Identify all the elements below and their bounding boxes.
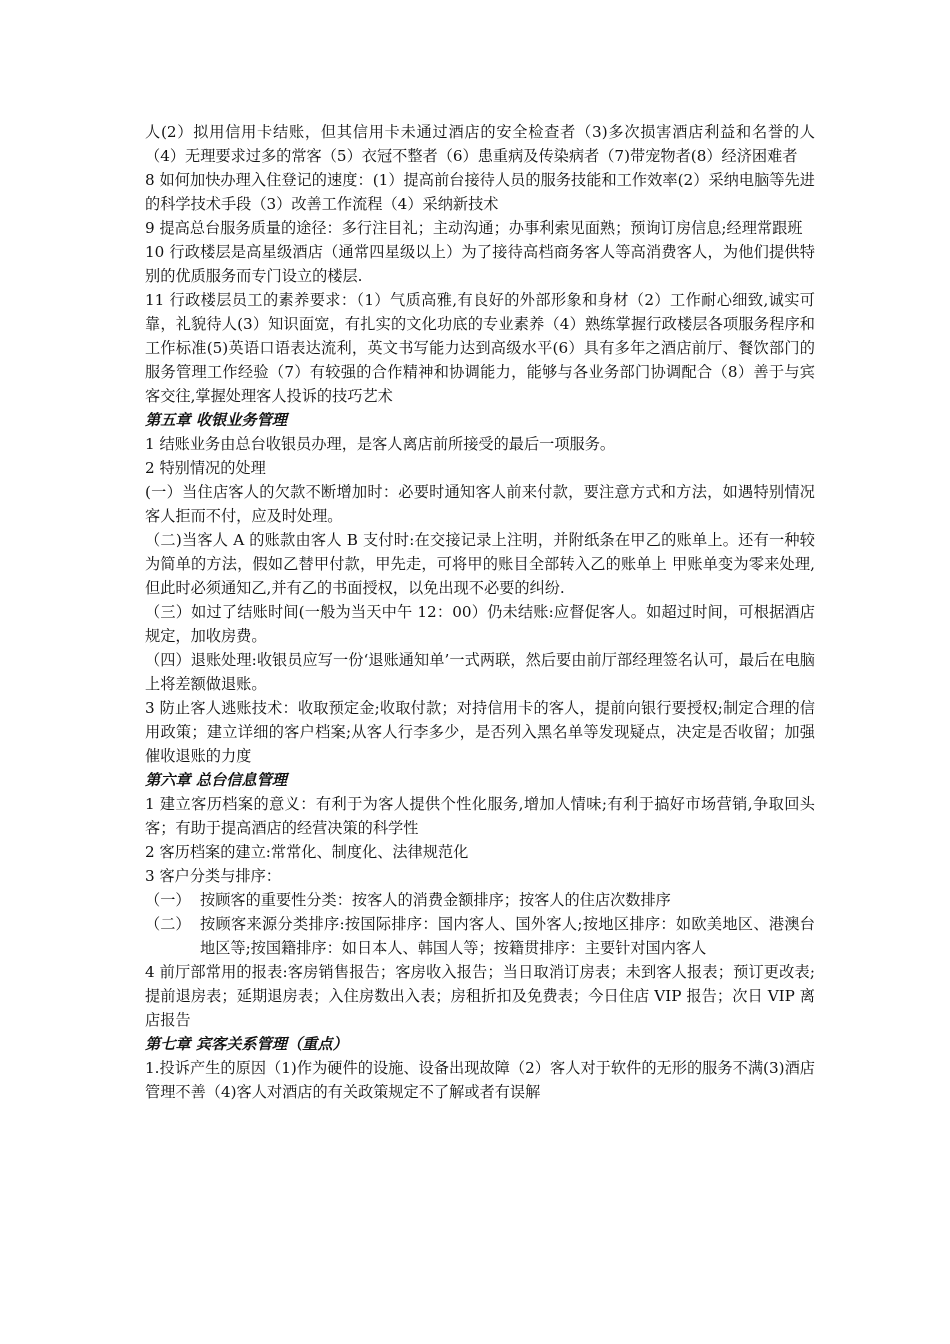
paragraph: 4 前厅部常用的报表:客房销售报告；客房收入报告；当日取消订房表；未到客人报表；预订更改表;提前退房表；延期退房表；入住房数出入表；房租折扣及免费表；今日住店 VIP 报告；次日 VIP 离店报告 [145, 963, 815, 1029]
chapter-heading: 第五章 收银业务管理 [145, 411, 287, 429]
chapter-heading: 第六章 总台信息管理 [145, 771, 287, 789]
paragraph: 2 客历档案的建立:常常化、制度化、法律规范化 [145, 843, 469, 861]
paragraph: 10 行政楼层是高星级酒店（通常四星级以上）为了接待高档商务客人等高消费客人，为他们提供特别的优质服务而专门设立的楼层. [145, 243, 815, 285]
paragraph: 2 特别情况的处理 [145, 459, 266, 477]
paragraph: 人(2）拟用信用卡结账，但其信用卡未通过酒店的安全检查者（3)多次损害酒店利益和名誉的人（4）无理要求过多的常客（5）衣冠不整者（6）患重病及传染病者（7)带宠物者(8）经济困难者 [145, 123, 815, 165]
list-text: 按顾客来源分类排序:按国际排序：国内客人、国外客人;按地区排序：如欧美地区、港澳台地区等;按国籍排序：如日本人、韩国人等；按籍贯排序：主要针对国内客人 [200, 915, 815, 957]
list-item [145, 888, 815, 912]
list-number: （二） [145, 915, 191, 933]
document-page [145, 120, 815, 1104]
paragraph: 1.投诉产生的原因（1)作为硬件的设施、设备出现故障（2）客人对于软件的无形的服务不满(3)酒店管理不善（4)客人对酒店的有关政策规定不了解或者有误解 [145, 1059, 815, 1101]
paragraph: 3 客户分类与排序： [145, 867, 281, 885]
list-number: （一） [145, 891, 191, 909]
paragraph: 9 提高总台服务质量的途径：多行注目礼；主动沟通；办事利索见面熟；预询订房信息;经理常跟班 [145, 219, 803, 237]
list-item [145, 912, 815, 960]
paragraph: （二)当客人 A 的账款由客人 B 支付时:在交接记录上注明，并附纸条在甲乙的账单上。还有一种较为简单的方法，假如乙替甲付款，甲先走，可将甲的账目全部转入乙的账单上 甲账单变为零来处理,但此时必须通知乙,并有乙的书面授权，以免出现不必要的纠纷. [145, 531, 815, 597]
paragraph: (一）当住店客人的欠款不断增加时：必要时通知客人前来付款，要注意方式和方法，如遇特别情况 客人拒而不付，应及时处理。 [145, 483, 815, 525]
paragraph: （四）退账处理:收银员应写一份‘退账通知单’一式两联，然后要由前厅部经理签名认可，最后在电脑上将差额做退账。 [145, 651, 815, 693]
paragraph: 11 行政楼层员工的素养要求：（1）气质高雅,有良好的外部形象和身材（2）工作耐心细致,诚实可靠，礼貌待人(3）知识面宽，有扎实的文化功底的专业素养（4）熟练掌握行政楼层各项服务程序和工作标准(5)英语口语表达流利，英文书写能力达到高级水平(6）具有多年之酒店前厅、餐饮部门的服务管理工作经验（7）有较强的合作精神和协调能力，能够与各业务部门协调配合（8）善于与宾客交往,掌握处理客人投诉的技巧艺术 [145, 291, 815, 405]
paragraph: 1 建立客历档案的意义：有利于为客人提供个性化服务,增加人情味;有利于搞好市场营销,争取回头客；有助于提高酒店的经营决策的科学性 [145, 795, 815, 837]
paragraph: 3 防止客人逃账技术：收取预定金;收取付款；对持信用卡的客人，提前向银行要授权;制定合理的信用政策；建立详细的客户档案;从客人行李多少，是否列入黑名单等发现疑点，决定是否收留；加强催收退账的力度 [145, 699, 815, 765]
paragraph: 8 如何加快办理入住登记的速度：(1）提高前台接待人员的服务技能和工作效率(2）采纳电脑等先进的科学技术手段（3）改善工作流程（4）采纳新技术 [145, 171, 815, 213]
chapter-heading: 第七章 宾客关系管理（重点） [145, 1035, 348, 1053]
list-text: 按顾客的重要性分类：按客人的消费金额排序；按客人的住店次数排序 [200, 891, 671, 909]
paragraph: 1 结账业务由总台收银员办理，是客人离店前所接受的最后一项服务。 [145, 435, 616, 453]
paragraph: （三）如过了结账时间(一般为当天中午 12：00）仍未结账:应督促客人。如超过时间，可根据酒店规定，加收房费。 [145, 603, 815, 645]
